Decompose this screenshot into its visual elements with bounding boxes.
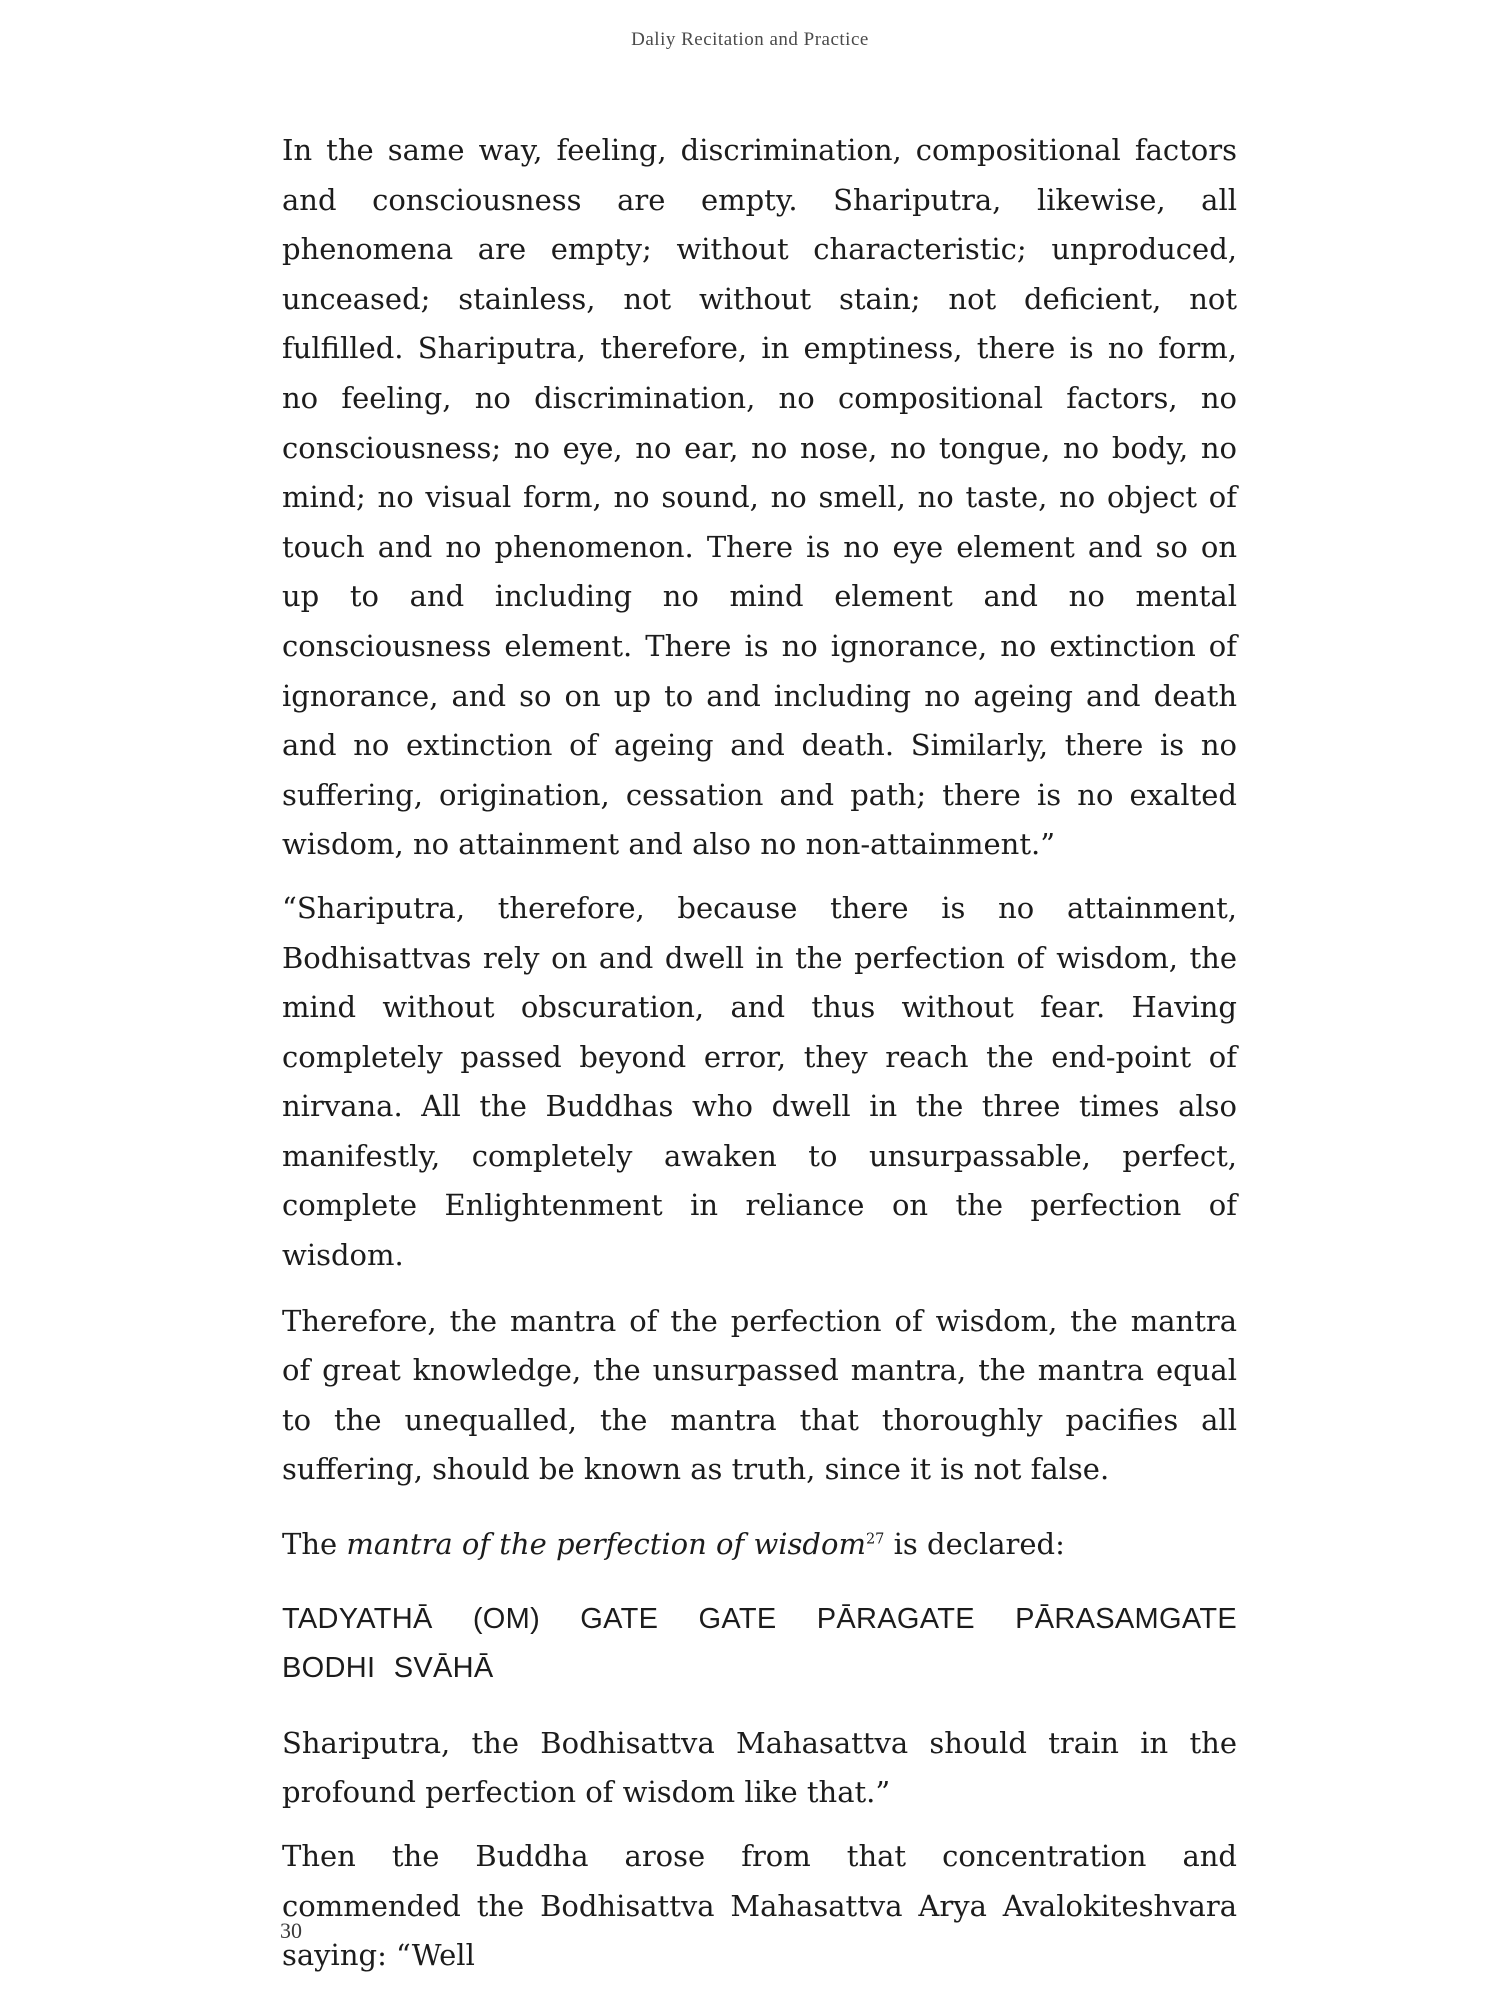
paragraph-mantra-truth: Therefore, the mantra of the perfection of wisdom, the mantra of great knowledge, the unsurpassed mantra, the mantra equal to the unequalled, the mantra that thoroughly pacifies all suffering, should be known as truth, since it is not false. — [282, 1303, 1237, 1487]
footnote-marker: 27 — [865, 1531, 885, 1548]
declared-tail: is declared: — [884, 1527, 1065, 1562]
body-text — [282, 126, 1237, 1981]
running-head: Daliy Recitation and Practice — [631, 29, 869, 50]
paragraph-no-attainment: “Shariputra, therefore, because there is no attainment, Bodhisattvas rely on and dwell in the perfection of wisdom, the mind without obscuration, and thus without fear. Having completely passed beyond error, they reach the end-point of nirvana. All the Buddhas who dwell in the three times also manifestly, completely awaken to unsurpassable, perfect, complete Enlightenment in reliance on the perfection of wisdom. — [282, 890, 1237, 1273]
page-number: 30 — [280, 1918, 302, 1943]
declared-lead: The — [282, 1527, 347, 1562]
paragraph-buddha-arose: Then the Buddha arose from that concentration and commended the Bodhisattva Mahasattva Arya Avalokiteshvara saying: “Well — [282, 1839, 1237, 1973]
paragraph-train: Shariputra, the Bodhisattva Mahasattva should train in the profound perfection of wisdom like that.” — [282, 1725, 1237, 1810]
mantra-title-italic: mantra of the perfection of wisdom — [346, 1527, 866, 1562]
paragraph-emptiness: In the same way, feeling, discrimination, compositional factors and consciousness are empty. Shariputra, likewise, all phenomena are empty; without characteristic; unproduced, unceased; stainless, not without stain; not deficient, not fulfilled. Shariputra, therefore, in emptiness, there is no form, no feeling, no discrimination, no compositional factors, no consciousness; no eye, no ear, no nose, no tongue, no body, no mind; no visual form, no sound, no smell, no taste, no object of touch and no phenomenon. There is no eye element and so on up to and including no mind element and no mental consciousness element. There is no ignorance, no extinction of ignorance, and so on up to and including no ageing and death and no extinction of ageing and death. Similarly, there is no suffering, origination, cessation and path; there is no exalted wisdom, no attainment and also no non-attainment.” — [282, 133, 1237, 862]
paragraph-mantra-declared — [282, 1520, 1237, 1570]
mantra-text: TADYATHĀ (OM) GATE GATE PĀRAGATE PĀRASAMGATE BODHI SVĀHĀ — [282, 1602, 1237, 1685]
